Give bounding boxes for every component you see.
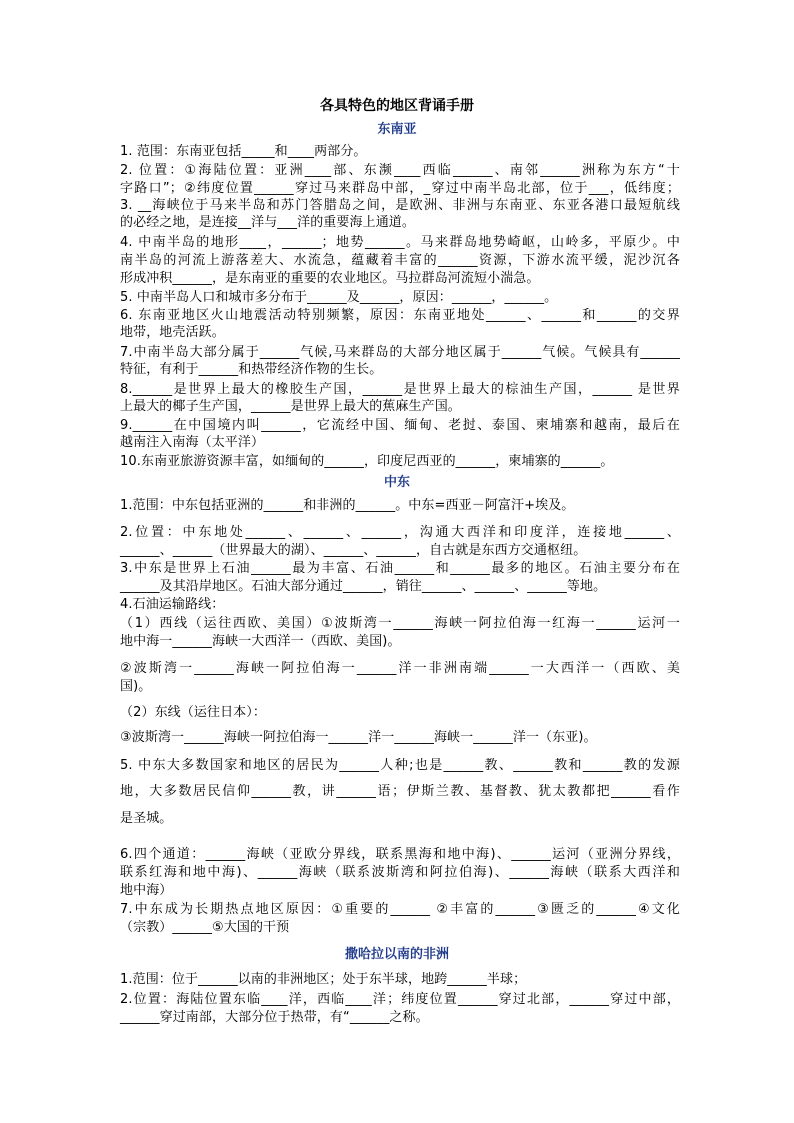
- text-line: 越南注入南海（太平洋）: [120, 435, 265, 450]
- text-line: （1）西线（运往西欧、美国）①波斯湾一______海峡一阿拉伯海一红海一______运河一: [120, 616, 680, 631]
- text-line: 8.______是世界上最大的橡胶生产国，______是世界上最大的棕油生产国，______ 是世界: [120, 382, 680, 397]
- text-line: 国)。: [120, 679, 152, 694]
- text-line: 1.范围：中东包括亚洲的______和非洲的______。中东=西亚－阿富汗+埃及。: [120, 498, 575, 513]
- section-heading-middle-east: 中东: [383, 475, 410, 490]
- page-title: 各具特色的地区背诵手册: [320, 98, 474, 114]
- text-line: ______及其沿岸地区。石油大部分通过______，销往______、______、______等地。: [120, 579, 607, 594]
- text-line: 形成冲积______，是东南亚的重要的农业地区。马拉群岛河流短小湍急。: [120, 271, 540, 286]
- text-line: 地中海一______海峡一大西洋一（西欧、美国)。: [120, 634, 401, 649]
- text-line: 2.位置：中东地处______、______、______，沟通大西洋和印度洋，连接地______、: [120, 525, 680, 540]
- text-line: 地中海）: [120, 883, 173, 898]
- text-line: 南半岛的河流上游落差大、水流急，蕴藏着丰富的______资源，下游水流平缓，泥沙沉各: [120, 253, 680, 268]
- text-line: 10.东南亚旅游资源丰富，如缅甸的______，印度尼西亚的______，柬埔寨的______。: [120, 454, 614, 469]
- text-line: 5. 中南半岛人口和城市多分布于______及______，原因：______，______。: [120, 290, 558, 305]
- text-line: 9.______在中国境内叫______，它流经中国、缅甸、老挝、泰国、柬埔寨和越南，最后在: [120, 418, 680, 433]
- text-line: 联系红海和地中海)、______海峡（联系波斯湾和阿拉伯海)、______海峡（联系大西洋和: [120, 865, 680, 880]
- text-line: 3. __海峡位于马来半岛和苏门答腊岛之间，是欧洲、非洲与东南亚、东亚各港口最短航线: [120, 198, 680, 213]
- text-line: 5. 中东大多数国家和地区的居民为______人种;也是______教、______教和______教的发源: [120, 758, 680, 773]
- text-line: 6. 东南亚地区火山地震活动特别频繁，原因：东南亚地处______、______和______的交界: [120, 308, 680, 323]
- text-line: 的必经之地，是连接__洋与___洋的重要海上通道。: [120, 215, 416, 230]
- text-line: ②波斯湾一______海峡一阿拉伯海一______洋一非洲南端______一大西洋一（西欧、美: [120, 661, 680, 676]
- text-line: 3.中东是世界上石油______最为丰富、石油______和______最多的地区。石油主要分布在: [120, 561, 680, 576]
- text-line: ③波斯湾一______海峡一阿拉伯海一______洋一______海峡一______洋一（东亚)。: [120, 730, 597, 745]
- section-heading-subsaharan-africa: 撒哈拉以南的非洲: [344, 947, 449, 962]
- section-heading-southeast-asia: 东南亚: [377, 122, 417, 137]
- text-line: ______穿过南部，大部分位于热带，有“______之称。: [120, 1010, 429, 1025]
- text-line: 4.石油运输路线：: [120, 597, 225, 612]
- text-line: 1.范围：位于______以南的非洲地区；处于东半球，地跨______半球；: [120, 972, 527, 987]
- text-line: （2）东线（运往日本）：: [120, 705, 266, 720]
- text-line: 地带，地壳活跃。: [120, 325, 225, 340]
- text-line: （宗教）______⑤大国的干预: [120, 920, 290, 935]
- text-line: 7.中东成为长期热点地区原因：①重要的______ ②丰富的______③匮乏的______④文化: [120, 902, 680, 917]
- text-line: 2.位置：海陆位置东临____洋，西临____洋；纬度位置______穿过北部，______穿过中部，: [120, 992, 680, 1007]
- text-line: 上最大的椰子生产国，______是世界上最大的蕉麻生产国。: [120, 399, 461, 414]
- text-line: ______、______（世界最大的湖）、______、______，自古就是东西方交通枢纽。: [120, 543, 587, 558]
- text-line: 地，大多数居民信仰______教，讲______语；伊斯兰教、基督教、犹太教都把______看作: [120, 784, 680, 799]
- text-line: 2. 位置：①海陆位置：亚洲____部、东濒____西临______、南邻______洲称为东方“十: [120, 163, 680, 178]
- text-line: 字路口”；②纬度位置______穿过马来群岛中部，_穿过中南半岛北部，位于___，低纬度；: [120, 181, 680, 196]
- text-line: 6.四个通道：______海峡（亚欧分界线，联系黑海和地中海)、______运河（亚洲分界线，: [120, 847, 680, 862]
- text-line: 特征，有利于______和热带经济作物的生长。: [120, 362, 383, 377]
- text-line: 7.中南半岛大部分属于______气候,马来群岛的大部分地区属于______气候。气候具有______: [120, 345, 680, 360]
- text-line: 1. 范围：东南亚包括_____和____两部分。: [120, 144, 367, 159]
- text-line: 是圣城。: [120, 811, 173, 826]
- text-line: 4. 中南半岛的地形____，______；地势______。马来群岛地势崎岖，山岭多，平原少。中: [120, 235, 680, 250]
